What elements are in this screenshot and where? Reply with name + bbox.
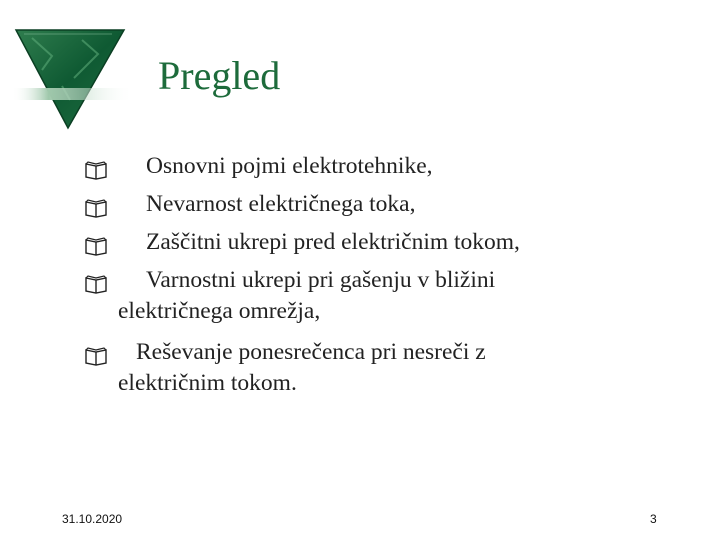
bullet-text-continuation: električnega omrežja,: [118, 298, 321, 324]
book-glyph-icon: [84, 346, 108, 366]
bullet-item: [98, 190, 698, 218]
bullet-text: Varnostni ukrepi pri gašenju v bližini: [146, 267, 496, 293]
book-glyph-icon: [84, 274, 108, 294]
page-number: 3: [650, 512, 657, 526]
bullet-item: [98, 152, 698, 180]
green-triangle-logo-icon: [12, 26, 136, 130]
bullet-item: [98, 266, 698, 328]
footer-date: 31.10.2020: [62, 512, 123, 526]
bullet-text-continuation: električnim tokom.: [118, 370, 297, 396]
book-glyph-icon: [84, 236, 108, 256]
bullet-list: [98, 152, 698, 410]
bullet-text: Osnovni pojmi elektrotehnike,: [146, 153, 433, 179]
slide-title: Pregled: [158, 53, 281, 98]
bullet-text: Zaščitni ukrepi pred električnim tokom,: [146, 229, 520, 255]
book-glyph-icon: [84, 160, 108, 180]
book-glyph-icon: [84, 198, 108, 218]
bullet-text: Nevarnost električnega toka,: [146, 191, 416, 217]
bullet-item: [98, 228, 698, 256]
bullet-item: [98, 338, 698, 400]
bullet-text: Reševanje ponesrečenca pri nesreči z: [136, 339, 486, 365]
